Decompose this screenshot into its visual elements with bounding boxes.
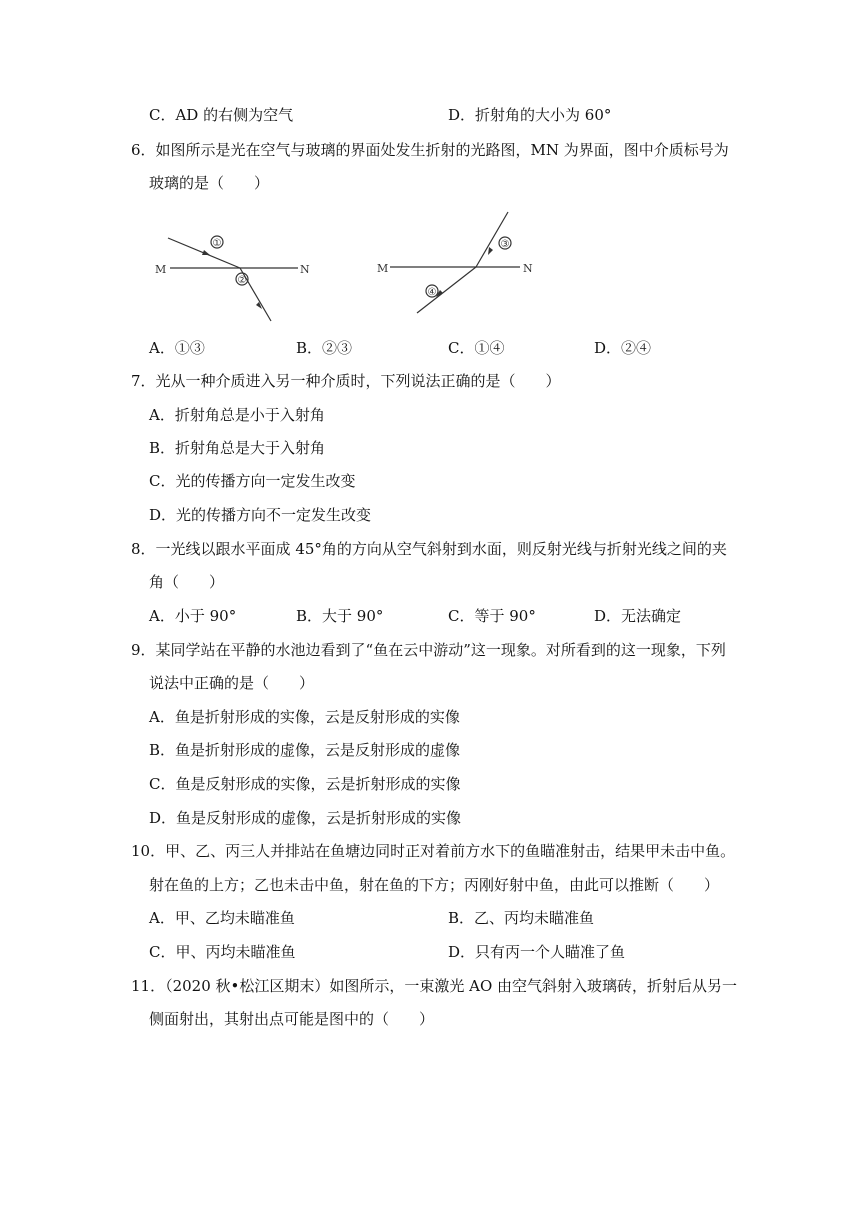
question-10-option-a: A．甲、乙均未瞄准鱼: [149, 909, 295, 927]
question-8-option-a: A．小于 90°: [149, 607, 237, 625]
prev-option-d: D．折射角的大小为 60°: [448, 106, 612, 124]
right-label-3: ③: [500, 239, 510, 250]
question-9-option-b: B．鱼是折射形成的虚像，云是反射形成的虚像: [149, 741, 461, 759]
right-label-4: ④: [427, 287, 437, 298]
question-9-line-2: 说法中正确的是（ ）: [149, 674, 315, 692]
question-10-option-d: D．只有丙一个人瞄准了鱼: [448, 943, 626, 961]
refraction-figure: [140, 205, 540, 330]
right-diagram: [390, 212, 520, 313]
question-8-option-c: C．等于 90°: [448, 607, 536, 625]
right-label-m: M: [377, 262, 389, 275]
question-9-option-c: C．鱼是反射形成的实像，云是折射形成的实像: [149, 775, 461, 793]
question-7-line-1: 7．光从一种介质进入另一种介质时，下列说法正确的是（ ）: [131, 372, 561, 390]
prev-option-c: C．AD 的右侧为空气: [149, 106, 294, 124]
question-10-line-1: 10．甲、乙、丙三人并排站在鱼塘边同时正对着前方水下的鱼瞄准射击，结果甲未击中鱼。: [131, 842, 736, 860]
question-7-option-a: A．折射角总是小于入射角: [149, 406, 325, 424]
question-10-line-2: 射在鱼的上方；乙也未击中鱼，射在鱼的下方；丙刚好射中鱼，由此可以推断（ ）: [149, 876, 720, 894]
question-6-line-1: 6．如图所示是光在空气与玻璃的界面处发生折射的光路图，MN 为界面，图中介质标号为: [131, 141, 729, 159]
question-6-option-b: B．②③: [296, 339, 353, 357]
question-9-option-d: D．鱼是反射形成的虚像，云是折射形成的实像: [149, 809, 462, 827]
question-8-option-b: B．大于 90°: [296, 607, 384, 625]
question-10-option-b: B．乙、丙均未瞄准鱼: [448, 909, 595, 927]
question-6-option-a: A．①③: [149, 339, 205, 357]
question-6-line-2: 玻璃的是（ ）: [149, 174, 270, 192]
question-7-option-c: C．光的传播方向一定发生改变: [149, 472, 356, 490]
question-8-line-1: 8．一光线以跟水平面成 45°角的方向从空气斜射到水面，则反射光线与折射光线之间的夹: [131, 540, 727, 558]
question-7-option-d: D．光的传播方向不一定发生改变: [149, 506, 372, 524]
question-11-line-1: 11．（2020 秋•松江区期末）如图所示，一束激光 AO 由空气斜射入玻璃砖，折射后从另一: [131, 977, 738, 995]
left-label-m: M: [155, 263, 167, 276]
question-6-option-c: C．①④: [448, 339, 505, 357]
question-6-option-d: D．②④: [594, 339, 652, 357]
question-8-line-2: 角（ ）: [149, 573, 225, 591]
question-10-option-c: C．甲、丙均未瞄准鱼: [149, 943, 296, 961]
left-label-1: ①: [212, 238, 222, 249]
left-diagram: [168, 236, 298, 321]
question-9-option-a: A．鱼是折射形成的实像，云是反射形成的实像: [149, 708, 460, 726]
question-8-option-d: D．无法确定: [594, 607, 682, 625]
question-9-line-1: 9．某同学站在平静的水池边看到了“鱼在云中游动”这一现象。对所看到的这一现象，下列: [131, 641, 726, 659]
question-7-option-b: B．折射角总是大于入射角: [149, 439, 326, 457]
left-label-2: ②: [237, 275, 247, 286]
question-11-line-2: 侧面射出，其射出点可能是图中的（ ）: [149, 1010, 435, 1028]
right-label-n: N: [523, 262, 533, 275]
left-label-n: N: [300, 263, 310, 276]
